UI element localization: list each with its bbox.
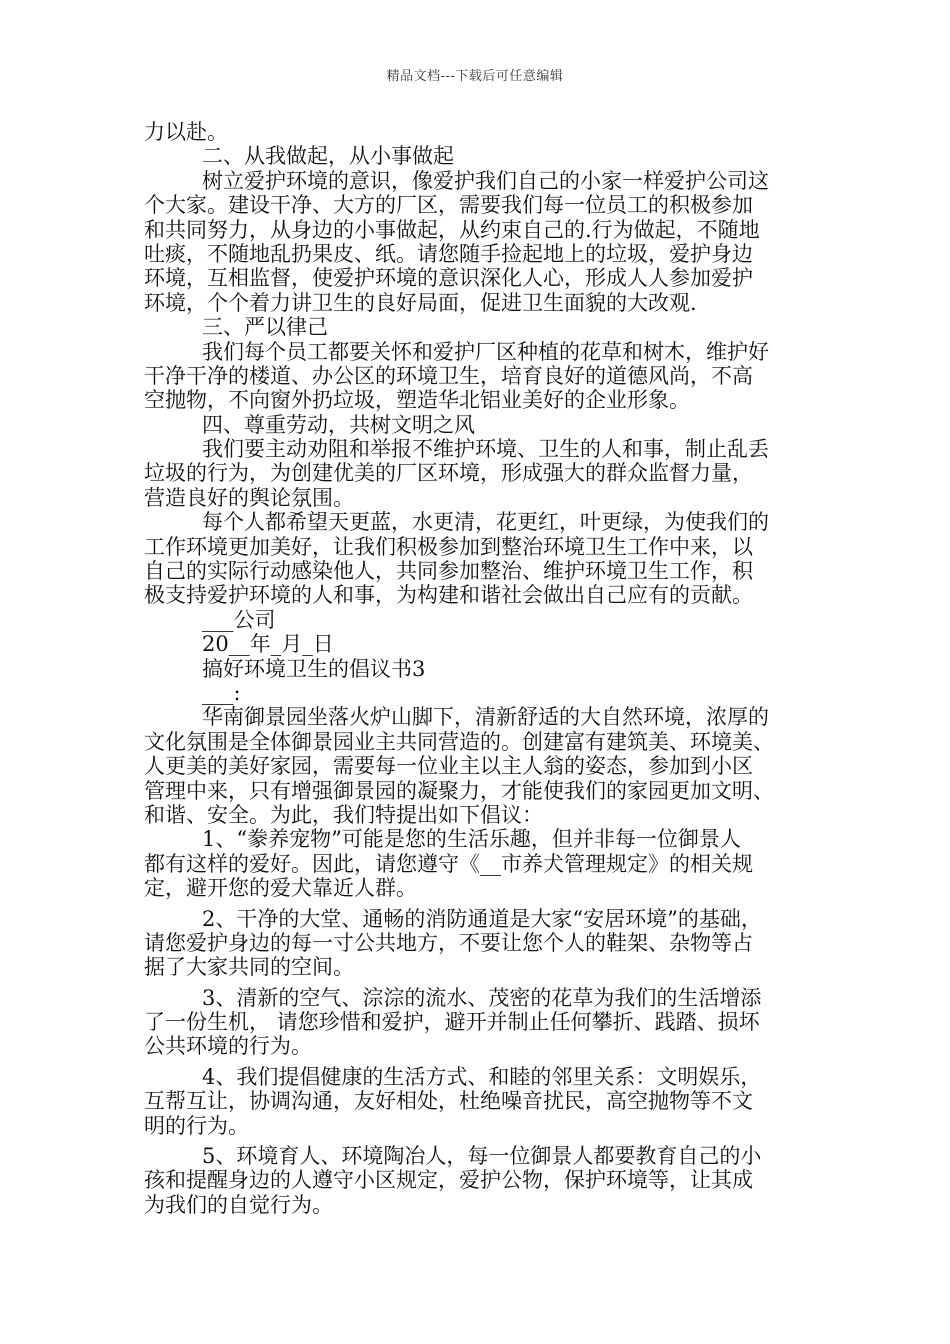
text-line: 据了大家共同的空间。 [144, 955, 354, 980]
text-line: 孩和提醒身边的人遵守小区规定，爱护公物，保护环境等，让其成 [144, 1168, 753, 1193]
text-line: 1、“豢养宠物”可能是您的生活乐趣，但并非每一位御景人 [202, 827, 741, 852]
text-line: 搞好环境卫生的倡议书3 [202, 656, 426, 681]
text-line: 管理中来，只有增强御景园的凝聚力，才能使我们的家园更加文明、 [144, 778, 774, 803]
proposal-item [144, 986, 808, 1059]
text-line: 环境，个个着力讲卫生的良好局面，促进卫生面貌的大改观. [144, 290, 697, 315]
text-line: 干净干净的楼道、办公区的环境卫生，培育良好的道德风尚，不高 [144, 363, 753, 388]
text-line: 空抛物，不向窗外扔垃圾，塑造华北铝业美好的企业形象。 [144, 388, 690, 413]
text-line: 都有这样的爱好。因此，请您遵守《__市养犬管理规定》的相关规 [144, 851, 753, 876]
text-line: 我们要主动劝阻和举报不维护环境、卫生的人和事，制止乱丢 [202, 437, 769, 462]
text-line: ___公司 [202, 607, 276, 632]
text-line: 文化氛围是全体御景园业主共同营造的。创建富有建筑美、环境美、 [144, 729, 774, 754]
text-line: 互帮互让，协调沟通，友好相处，杜绝噪音扰民，高空抛物等不文 [144, 1089, 753, 1114]
document-body [144, 120, 808, 1223]
text-line: 三、严以律己 [202, 315, 328, 340]
text-line: 公共环境的行为。 [144, 1034, 312, 1059]
text-line: 垃圾的行为，为创建优美的厂区环境，形成强大的群众监督力量， [144, 461, 753, 486]
text-line: 华南御景园坐落火炉山脚下，清新舒适的大自然环境，浓厚的 [202, 705, 769, 730]
proposal-item [144, 1144, 808, 1217]
text-line: 了一份生机， 请您珍惜和爱护，避开并制止任何攀折、践踏、损坏 [144, 1010, 760, 1035]
text-line: 和共同努力，从身边的小事做起，从约束自己的.行为做起，不随地 [144, 217, 760, 242]
text-line: 和谐、安全。为此，我们特提出如下倡议： [144, 802, 543, 827]
text-line: 4、我们提倡健康的生活方式、和睦的邻里关系：文明娱乐， [202, 1064, 762, 1089]
text-line: 工作环境更加美好，让我们积极参加到整治环境卫生工作中来，以 [144, 534, 753, 559]
text-line: 极支持爱护环境的人和事，为构建和谐社会做出自己应有的贡献。 [144, 583, 753, 608]
text-line: ___: [202, 680, 241, 705]
main-text [144, 120, 808, 827]
text-line: 树立爱护环境的意识，像爱护我们自己的小家一样爱护公司这 [202, 168, 769, 193]
text-line: 3、清新的空气、淙淙的流水、茂密的花草为我们的生活增添 [202, 985, 762, 1010]
text-line: 力以赴。 [144, 120, 228, 144]
text-line: 吐痰，不随地乱扔果皮、纸。请您随手捡起地上的垃圾，爱护身边 [144, 241, 753, 266]
text-line: 环境，互相监督，使爱护环境的意识深化人心，形成人人参加爱护 [144, 266, 753, 291]
text-line: 个大家。建设干净、大方的厂区，需要我们每一位员工的积极参加 [144, 193, 753, 218]
text-line: 为我们的自觉行为。 [144, 1192, 333, 1217]
text-line: 请您爱护身边的每一寸公共地方，不要让您个人的鞋架、杂物等占 [144, 930, 753, 955]
text-line: 明的行为。 [144, 1113, 249, 1138]
proposal-item [144, 1065, 808, 1138]
text-line: 营造良好的舆论氛围。 [144, 485, 354, 510]
text-line: 我们每个员工都要关怀和爱护厂区种植的花草和树木，维护好 [202, 339, 769, 364]
text-line: 每个人都希望天更蓝，水更清，花更红，叶更绿，为使我们的 [202, 510, 769, 535]
text-line: 四、尊重劳动，共树文明之风 [202, 412, 475, 437]
text-line: 5、环境育人、环境陶冶人，每一位御景人都要教育自己的小 [202, 1144, 762, 1169]
proposal-items [144, 827, 808, 1217]
text-line: 定，避开您的爱犬靠近人群。 [144, 876, 417, 901]
page-header: 精品文档---下载后可任意编辑 [386, 69, 564, 84]
text-line: 人更美的美好家园，需要每一位业主以主人翁的姿态，参加到小区 [144, 754, 753, 779]
text-line: 20__年_月_日 [202, 632, 334, 657]
proposal-item [144, 827, 808, 900]
text-line: 2、干净的大堂、通畅的消防通道是大家“安居环境”的基础， [202, 906, 762, 931]
text-line: 二、从我做起，从小事做起 [202, 144, 454, 169]
text-line: 自己的实际行动感染他人，共同参加整治、维护环境卫生工作，积 [144, 559, 753, 584]
proposal-item [144, 907, 808, 980]
